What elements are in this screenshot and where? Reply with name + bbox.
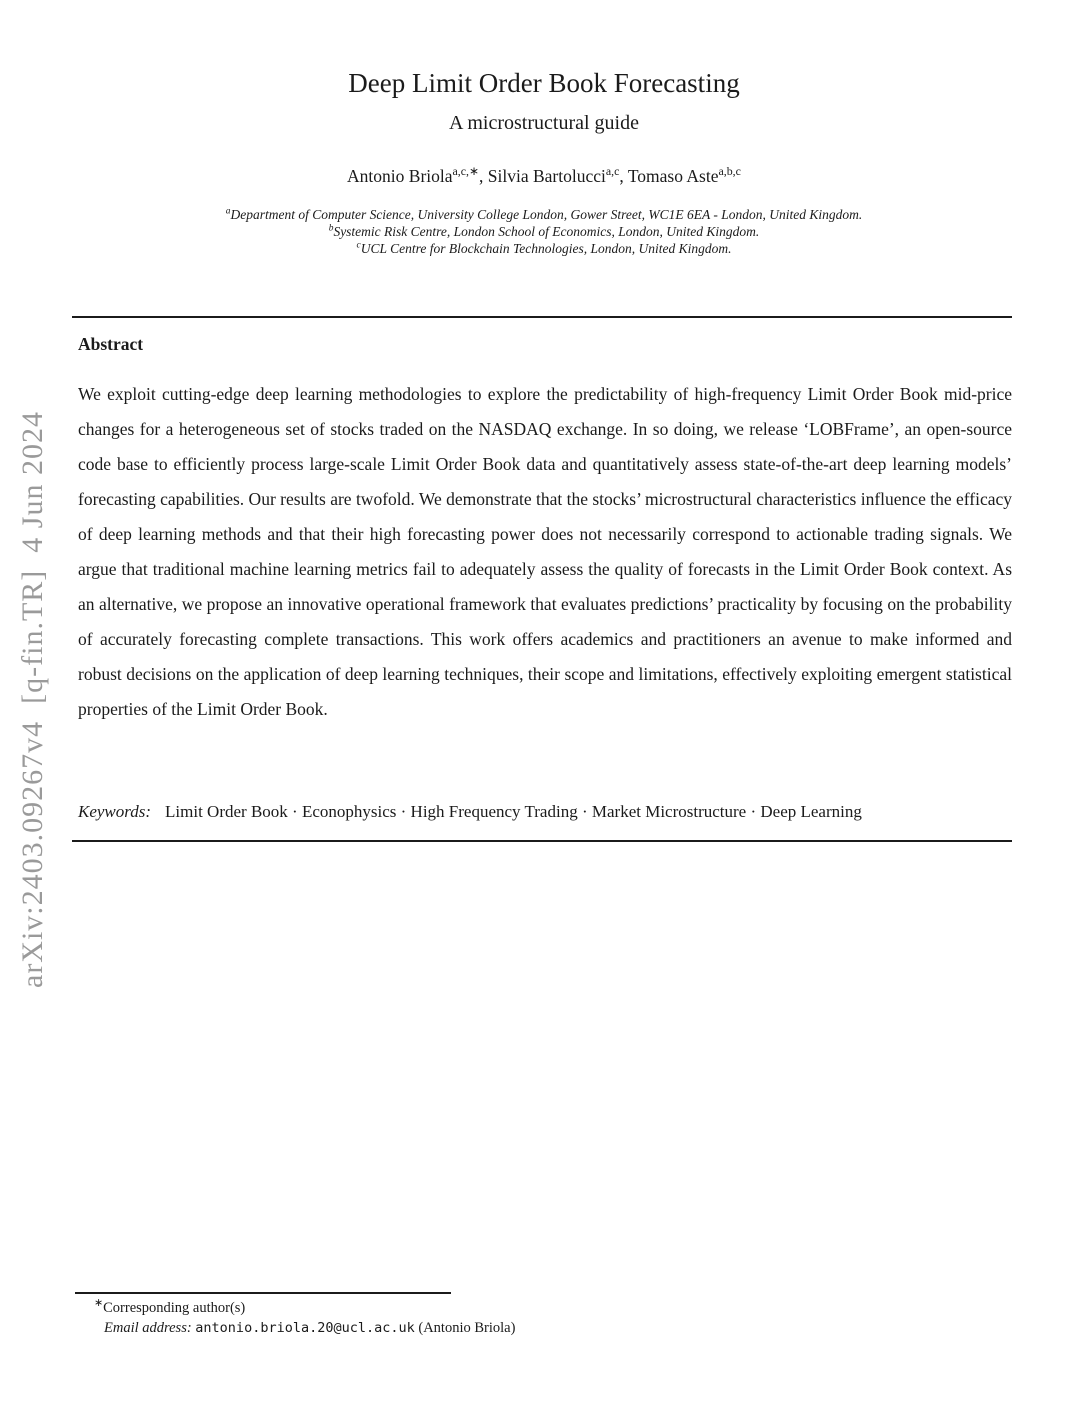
arxiv-stamp: arXiv:2403.09267v4 [q-fin.TR] 4 Jun 2024 xyxy=(16,411,49,989)
affiliation-text: Systemic Risk Centre, London School of Economics, London, United Kingdom. xyxy=(333,224,760,239)
affiliation-mark: c xyxy=(356,240,361,251)
divider-below-keywords xyxy=(72,840,1012,842)
affiliation-text: Department of Computer Science, University College London, Gower Street, WC1E 6EA - London, United Kingdom. xyxy=(230,207,863,222)
email-address: antonio.briola.20@ucl.ac.uk xyxy=(195,1320,415,1336)
abstract-heading: Abstract xyxy=(78,334,144,354)
email-line xyxy=(104,1320,515,1337)
corresponding-author-note xyxy=(94,1297,246,1317)
footnote-divider xyxy=(75,1292,451,1294)
author-separator: , xyxy=(479,166,488,186)
author-name: Antonio Briola xyxy=(347,166,453,186)
author-affil-marks: a,b,c xyxy=(718,164,741,179)
keywords-line xyxy=(78,802,1012,822)
keywords-list: Limit Order Book · Econophysics · High Frequency Trading · Market Microstructure · Deep Learning xyxy=(165,802,862,821)
email-suffix: (Antonio Briola) xyxy=(418,1320,516,1336)
keywords-label: Keywords: xyxy=(78,802,152,821)
author-separator: , xyxy=(619,166,628,186)
email-label: Email address: xyxy=(104,1320,192,1336)
author-name: Silvia Bartolucci xyxy=(487,166,606,186)
paper-subtitle: A microstructural guide xyxy=(449,112,639,134)
author-affil-marks: a,c,∗ xyxy=(452,164,479,179)
affiliation-block xyxy=(0,206,1088,257)
abstract-text: We exploit cutting-edge deep learning methodologies to explore the predictability of high-frequency Limit Order Book mid-price changes for a heterogeneous set of stocks traded on the NASDAQ exchange. In so doing, we release ‘LOBFrame’, an open-source code base to efficiently process large-scale Limit Order Book data and quantitatively assess state-of-the-art deep learning models’ forecasting capabilities. Our results are twofold. We demonstrate that the stocks’ microstructural characteristics influence the efficacy of deep learning methods and that their high forecasting power does not necessarily correspond to actionable trading signals. We argue that traditional machine learning metrics fail to adequately assess the quality of forecasts in the Limit Order Book context. As an alternative, we propose an innovative operational framework that evaluates predictions’ practicality by focusing on the probability of accurately forecasting complete transactions. This work offers academics and practitioners an avenue to make informed and robust decisions on the application of deep learning techniques, their scope and limitations, effectively exploiting emergent statistical properties of the Limit Order Book. xyxy=(78,384,1012,719)
affiliation-mark: a xyxy=(225,206,231,217)
author-name: Tomaso Aste xyxy=(627,166,719,186)
affiliation-text: UCL Centre for Blockchain Technologies, London, United Kingdom. xyxy=(360,241,732,256)
footnote-star: ∗ xyxy=(94,1297,104,1310)
affiliation-mark: b xyxy=(328,223,334,234)
corresponding-author-text: Corresponding author(s) xyxy=(103,1300,246,1316)
affiliation-line xyxy=(0,223,1088,240)
divider-above-abstract xyxy=(72,316,1012,318)
affiliation-line xyxy=(0,240,1088,257)
paper-title: Deep Limit Order Book Forecasting xyxy=(348,68,740,98)
author-line xyxy=(0,166,1088,187)
author-affil-marks: a,c xyxy=(605,164,620,179)
affiliation-line xyxy=(0,206,1088,223)
